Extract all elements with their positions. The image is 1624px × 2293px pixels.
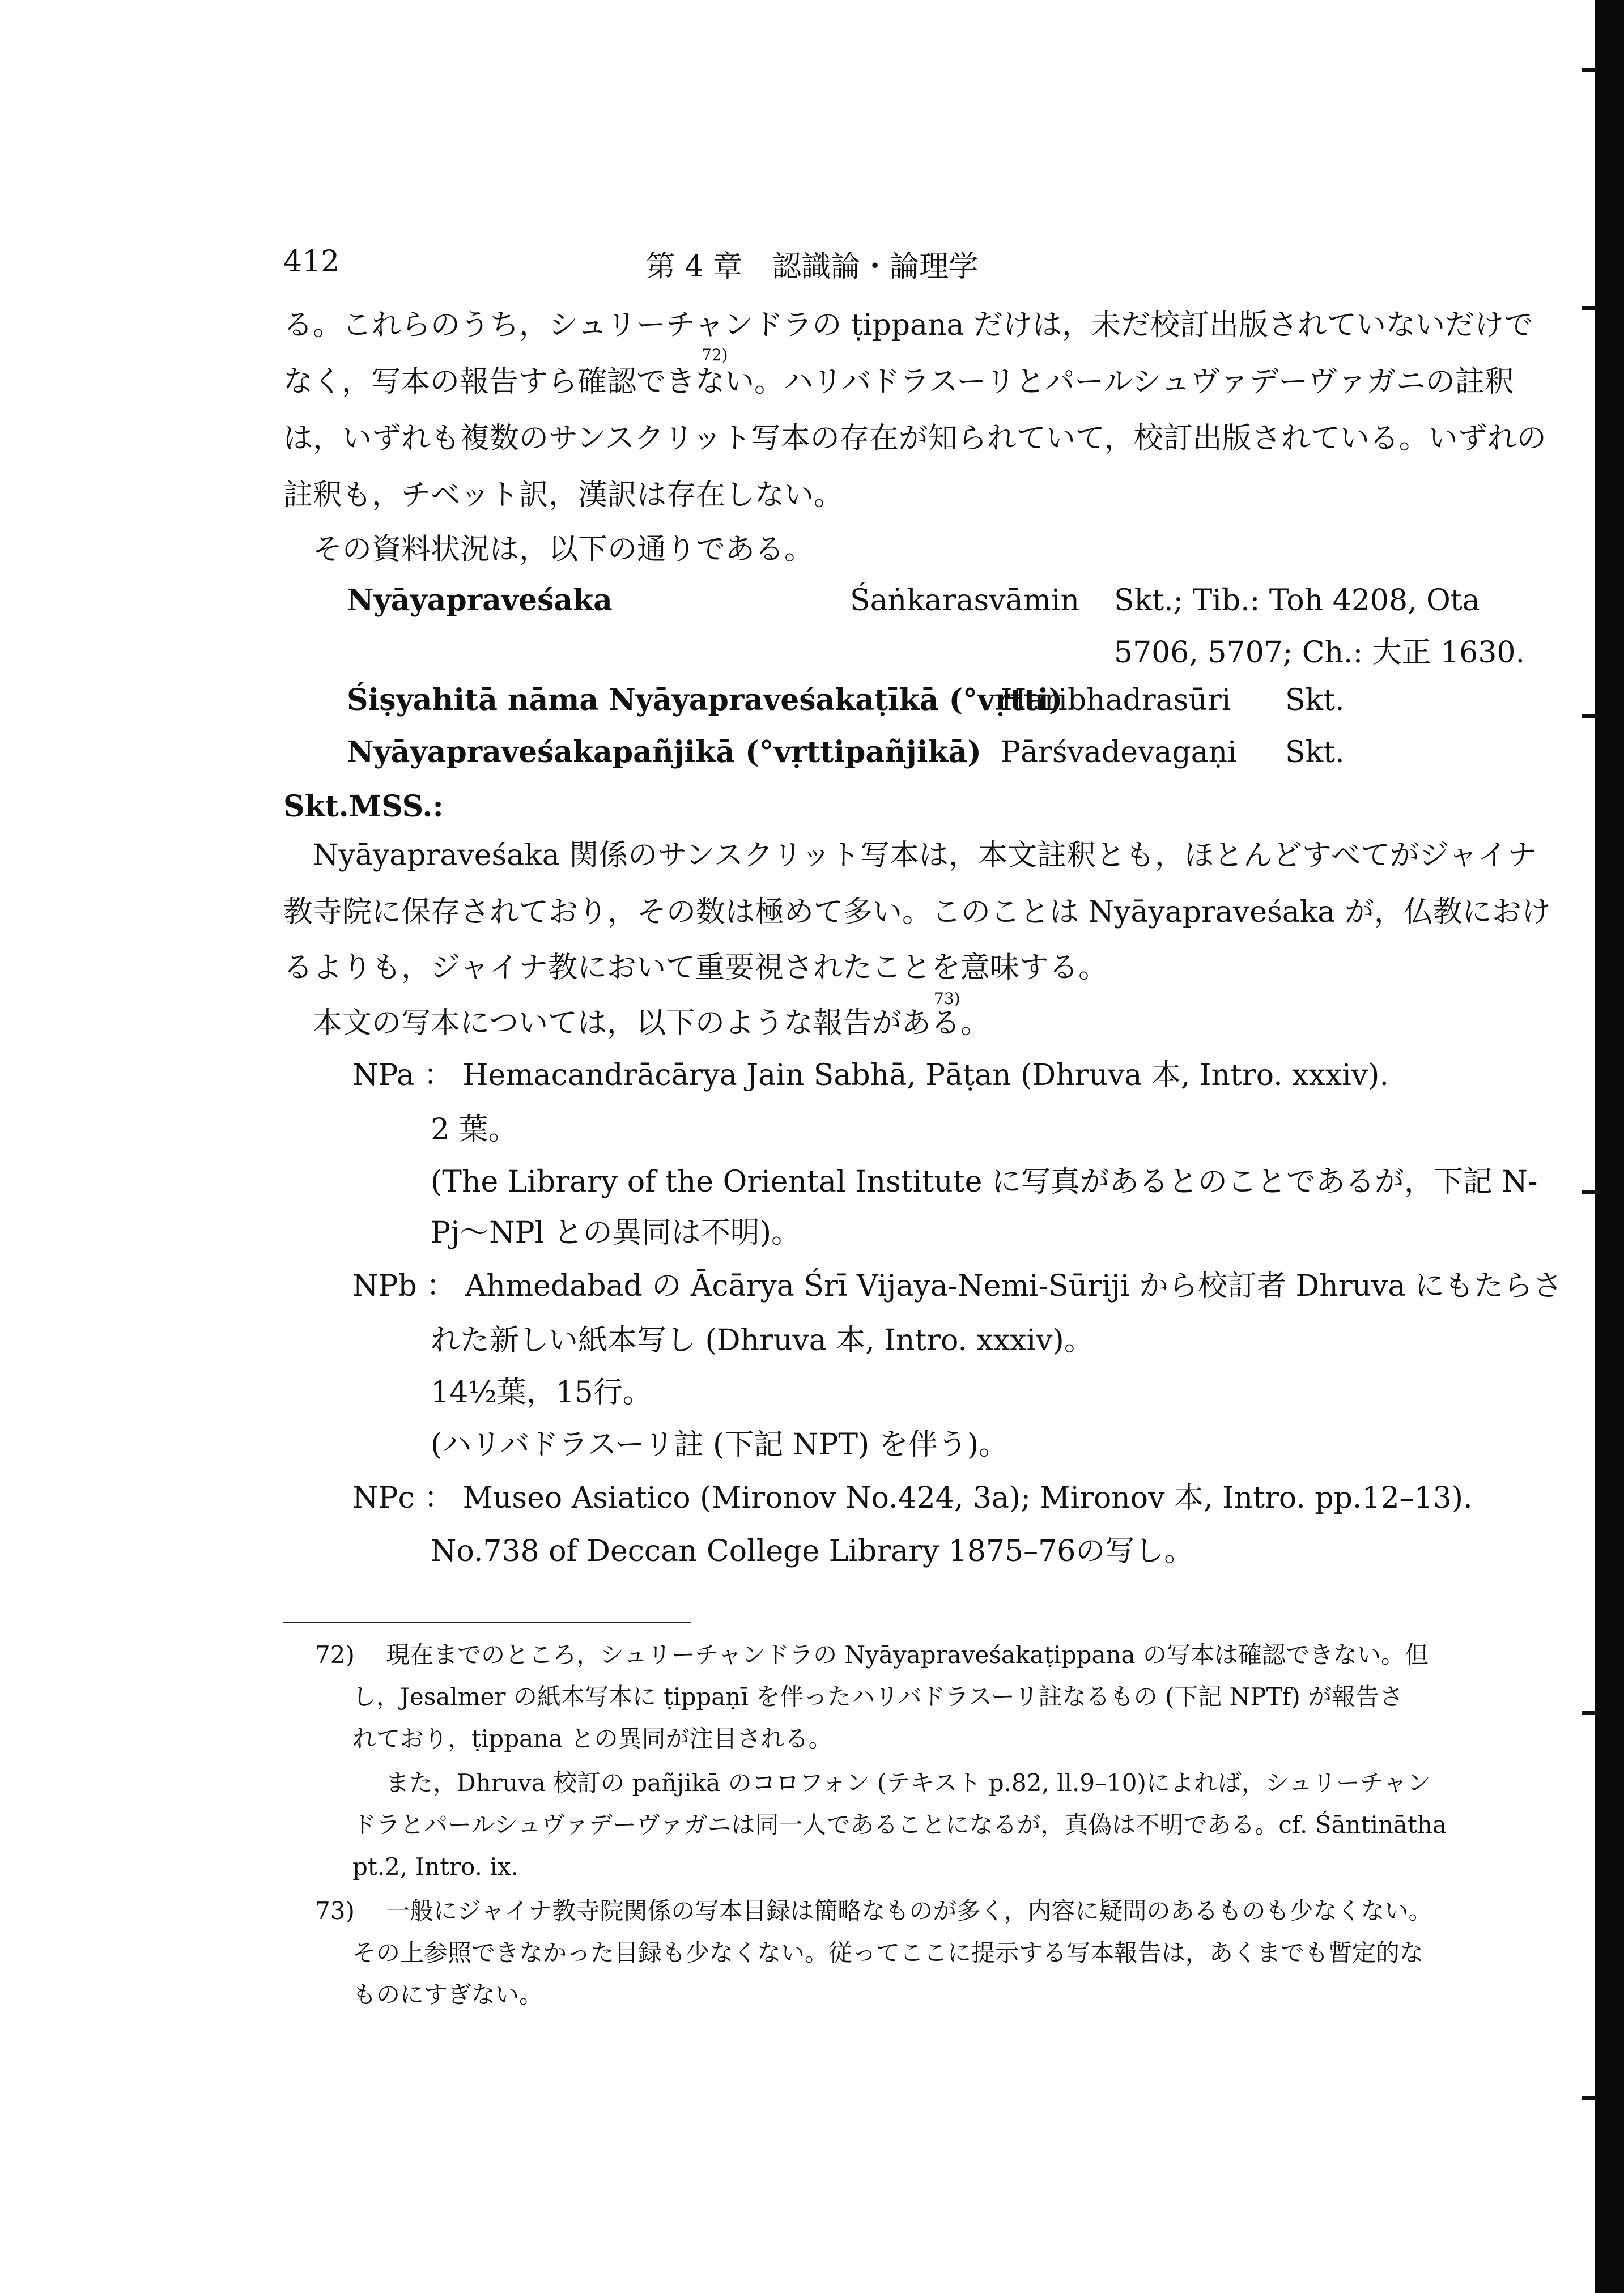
footnote-72: pt.2, Intro. ix.	[352, 1853, 518, 1881]
scan-edge-fragment	[1582, 68, 1599, 72]
section-heading: Skt.MSS.:	[283, 789, 444, 824]
work-author: Haribhadrasūri	[1001, 683, 1231, 717]
footnote-72: れており，ṭippana との異同が注目される。	[352, 1725, 832, 1752]
work-author: Śaṅkarasvāmin	[850, 584, 1079, 618]
footnote-73: その上参照できなかった目録も少なくない。従ってここに提示する写本報告は，あくまでも暫定的な	[352, 1939, 1424, 1967]
running-header: 第 4 章 認識論・論理学	[645, 250, 979, 284]
footnote-ref-72: 72)	[702, 346, 728, 364]
manuscript-entry: NPa ： Hemacandrācārya Jain Sabhā, Pāṭan (Dhruva 本, Intro. xxxiv).	[352, 1058, 1389, 1092]
body-line: 教寺院に保存されており，その数は極めて多い。このことは Nyāyapraveśaka が，仏教におけ	[283, 895, 1551, 929]
footnote-73: 73) 一般にジャイナ教寺院関係の写本目録は簡略なものが多く，内容に疑問のあるものも少なくない。	[315, 1897, 1432, 1925]
manuscript-entry: NPc ： Museo Asiatico (Mironov No.424, 3a); Mironov 本, Intro. pp.12–13).	[352, 1481, 1473, 1515]
footnote-72: ドラとパールシュヴァデーヴァガニは同一人であることになるが，真偽は不明である。cf. Śāntinātha	[352, 1811, 1447, 1839]
footnote-72: 72) 現在までのところ，シュリーチャンドラの Nyāyapraveśakaṭippana の写本は確認できない。但	[315, 1641, 1429, 1669]
footnote-73: ものにすぎない。	[352, 1981, 543, 2009]
scan-edge-fragment	[1582, 714, 1599, 718]
work-versions: Skt.	[1285, 683, 1345, 717]
manuscript-entry: (ハリバドラスーリ註 (下記 NPT) を伴う)。	[431, 1428, 1009, 1462]
work-versions: 5706, 5707; Ch.: 大正 1630.	[1114, 636, 1525, 670]
body-line: るよりも，ジャイナ教において重要視されたことを意味する。	[283, 951, 1108, 985]
work-versions: Skt.	[1285, 735, 1345, 769]
body-line: その資料状況は，以下の通りである。	[313, 533, 814, 567]
body-line: 本文の写本については，以下のような報告がある。	[313, 1006, 990, 1040]
manuscript-entry: NPb ： Ahmedabad の Ācārya Śrī Vijaya-Nemi-Sūriji から校訂者 Dhruva にもたらさ	[352, 1269, 1562, 1303]
manuscript-entry: Pj〜NPl との異同は不明)。	[431, 1216, 801, 1250]
scan-edge-fragment	[1582, 306, 1599, 310]
manuscript-entry: 14½葉，15行。	[431, 1376, 652, 1410]
manuscript-entry: れた新しい紙本写し (Dhruva 本, Intro. xxxiv)。	[431, 1324, 1094, 1358]
body-line: は，いずれも複数のサンスクリット写本の存在が知られていて，校訂出版されている。いずれの	[283, 422, 1546, 456]
manuscript-entry: 2 葉。	[431, 1113, 518, 1147]
body-line: Nyāyapraveśaka 関係のサンスクリット写本は，本文註釈とも，ほとんどすべてがジャイナ	[313, 839, 1537, 873]
scan-edge-fragment	[1582, 2096, 1599, 2100]
body-line: なく，写本の報告すら確認できない。ハリバドラスーリとパールシュヴァデーヴァガニの註釈	[283, 365, 1514, 399]
page-number: 412	[283, 245, 340, 279]
manuscript-entry: No.738 of Deccan College Library 1875–76の写し。	[431, 1534, 1194, 1568]
footnote-ref-73: 73)	[934, 989, 960, 1008]
work-versions: Skt.; Tib.: Toh 4208, Ota	[1114, 584, 1480, 618]
footnote-72: また，Dhruva 校訂の pañjikā のコロフォン (テキスト p.82, ll.9–10)によれば，シュリーチャン	[385, 1769, 1431, 1797]
scan-edge-fragment	[1582, 1190, 1599, 1194]
body-line: 註釈も，チベット訳，漢訳は存在しない。	[283, 478, 844, 512]
scan-edge	[1595, 0, 1624, 2293]
footnote-72: し，Jesalmer の紙本写本に ṭippaṇī を伴ったハリバドラスーリ註なるもの (下記 NPTf) が報告さ	[352, 1683, 1404, 1711]
work-title: Śiṣyahitā nāma Nyāyapraveśakaṭīkā (°vṛtti)	[347, 683, 1063, 717]
work-author: Pārśvadevagaṇi	[1001, 735, 1237, 769]
footnote-rule	[283, 1622, 691, 1623]
work-title: Nyāyapraveśaka	[347, 583, 613, 618]
manuscript-entry: (The Library of the Oriental Institute に写真があるとのことであるが，下記 N-	[431, 1165, 1538, 1199]
scan-edge-fragment	[1582, 1711, 1599, 1715]
body-line: る。これらのうち，シュリーチャンドラの ṭippana だけは，未だ校訂出版されていないだけで	[283, 308, 1534, 342]
work-title: Nyāyapraveśakapañjikā (°vṛttipañjikā)	[347, 735, 981, 769]
